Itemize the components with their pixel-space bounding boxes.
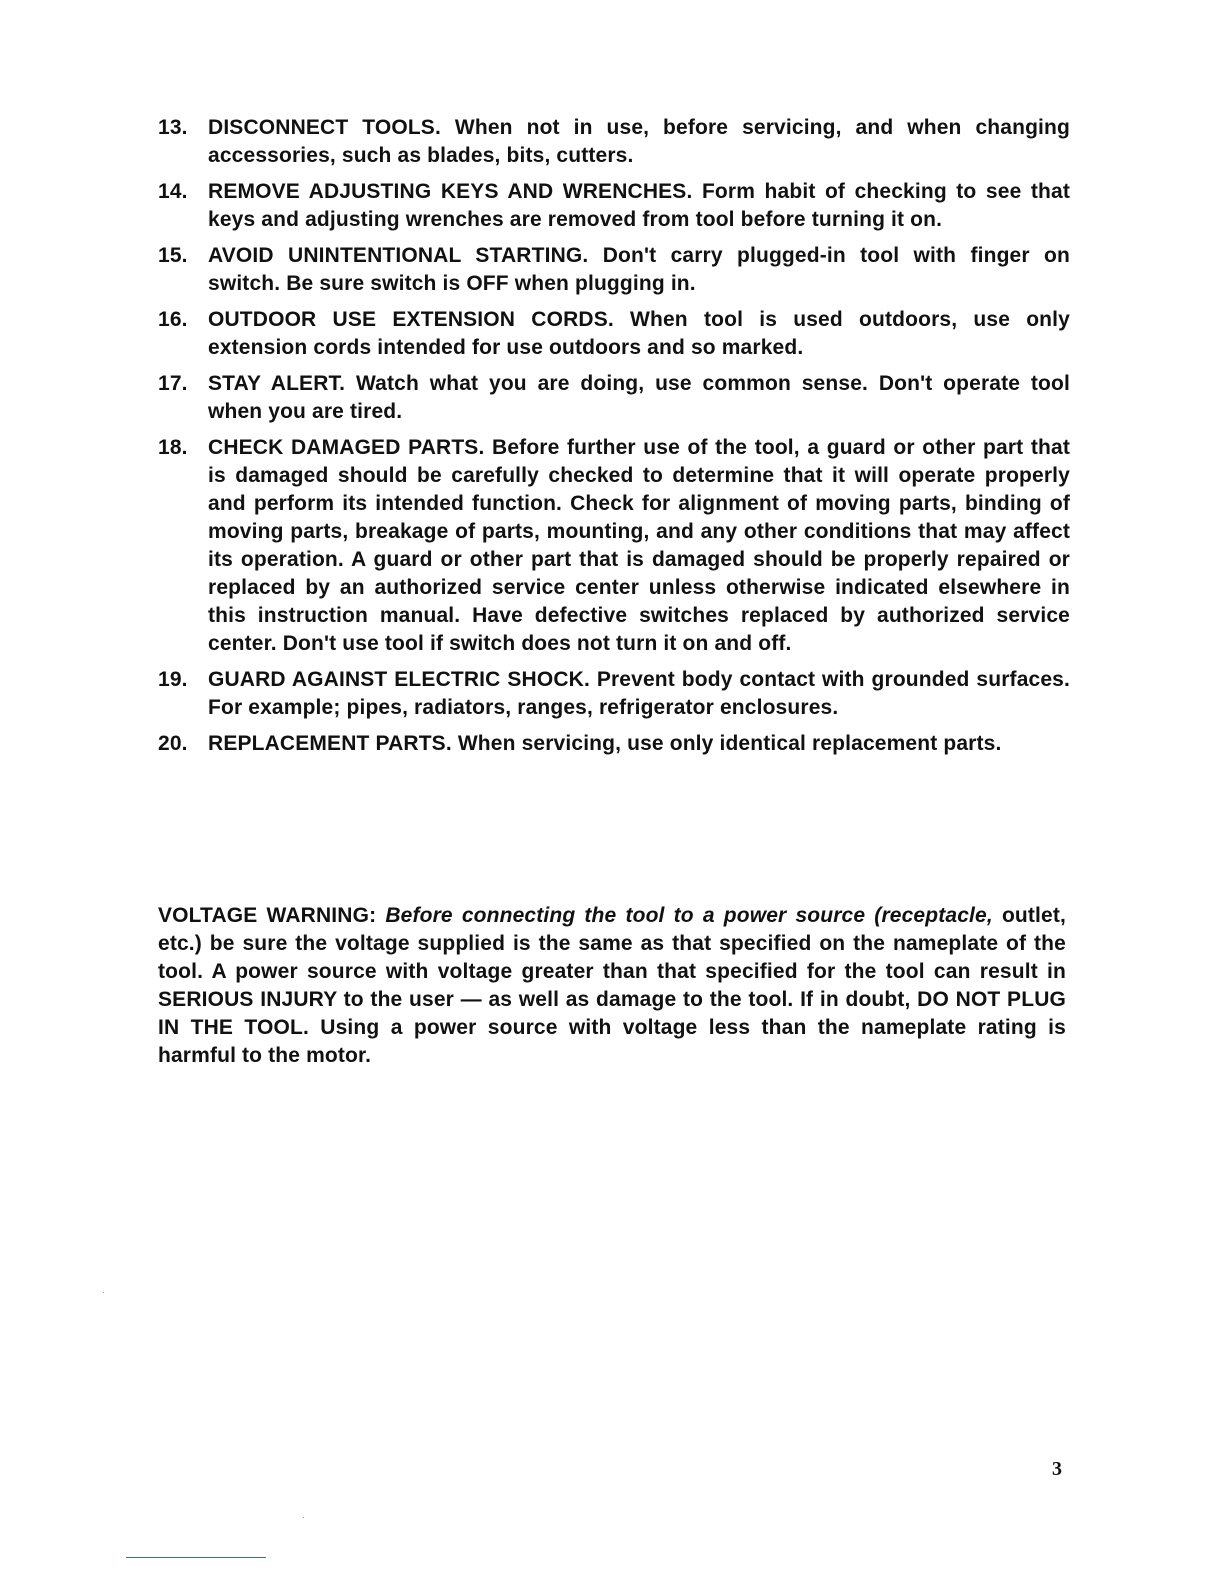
safety-rule-14 xyxy=(158,178,1070,234)
scan-edge-line xyxy=(126,1557,266,1558)
rule-number: 17. xyxy=(158,372,188,395)
safety-rule-17 xyxy=(158,370,1070,426)
rule-text: Form habit of checking to see that keys and adjusting wrenches are removed from tool before turning it on. xyxy=(208,180,1070,231)
rule-number: 14. xyxy=(158,180,188,203)
rule-text: Before further use of the tool, a guard or other part that is damaged should be carefully checked to determine that it will operate properly and perform its intended function. Check for alignment of moving parts, binding of moving parts, breakage of parts, mounting, and any other conditions that may affect its operation. A guard or other part that is damaged should be properly repaired or replaced by an authorized service center unless otherwise indicated elsewhere in this instruction manual. Have defective switches replaced by authorized service center. Don't use tool if switch does not turn it on and off. xyxy=(208,436,1070,655)
voltage-warning-italic-text: Before connecting the tool to a power source (receptacle, xyxy=(385,904,993,927)
rule-number: 18. xyxy=(158,436,188,459)
rule-text: When not in use, before servicing, and when changing accessories, such as blades, bits, cutters. xyxy=(208,116,1070,167)
rule-heading: GUARD AGAINST ELECTRIC SHOCK. xyxy=(208,668,590,691)
safety-rule-20 xyxy=(158,730,1070,758)
rule-heading: DISCONNECT TOOLS. xyxy=(208,116,441,139)
safety-rule-16 xyxy=(158,306,1070,362)
safety-rule-13 xyxy=(158,114,1070,170)
rule-text: When tool is used outdoors, use only extension cords intended for use outdoors and so marked. xyxy=(208,308,1070,359)
safety-rule-18 xyxy=(158,434,1070,658)
rule-heading: CHECK DAMAGED PARTS. xyxy=(208,436,485,459)
scan-speck xyxy=(303,1517,304,1518)
rule-number: 13. xyxy=(158,116,188,139)
rule-heading: STAY ALERT. xyxy=(208,372,346,395)
rule-number: 20. xyxy=(158,732,188,755)
rule-number: 16. xyxy=(158,308,188,331)
rule-heading: AVOID UNINTENTIONAL STARTING. xyxy=(208,244,589,267)
voltage-warning-label: VOLTAGE WARNING: xyxy=(158,904,377,927)
voltage-warning xyxy=(158,902,1066,1070)
scan-speck xyxy=(103,1292,104,1293)
rule-text: When servicing, use only identical replacement parts. xyxy=(457,732,1002,755)
safety-rule-15 xyxy=(158,242,1070,298)
rule-text: Don't carry plugged-in tool with finger on switch. Be sure switch is OFF when plugging in. xyxy=(208,244,1070,295)
safety-rules-list xyxy=(158,114,1070,766)
rule-heading: OUTDOOR USE EXTENSION CORDS. xyxy=(208,308,614,331)
safety-rule-19 xyxy=(158,666,1070,722)
page-number: 3 xyxy=(1052,1458,1062,1480)
rule-text: Watch what you are doing, use common sense. Don't operate tool when you are tired. xyxy=(208,372,1070,423)
rule-heading: REPLACEMENT PARTS. xyxy=(208,732,452,755)
rule-text: Prevent body contact with grounded surfaces. For example; pipes, radiators, ranges, refrigerator enclosures. xyxy=(208,668,1070,719)
rule-number: 19. xyxy=(158,668,188,691)
voltage-warning-text: outlet, etc.) be sure the voltage supplied is the same as that specified on the nameplate of the tool. A power source with voltage greater than that specified for the tool can result in SERIOUS INJURY to the user — as well as damage to the tool. If in doubt, DO NOT PLUG IN THE TOOL. Using a power source with voltage less than the nameplate rating is harmful to the motor. xyxy=(158,904,1066,1067)
rule-number: 15. xyxy=(158,244,188,267)
rule-heading: REMOVE ADJUSTING KEYS AND WRENCHES. xyxy=(208,180,693,203)
